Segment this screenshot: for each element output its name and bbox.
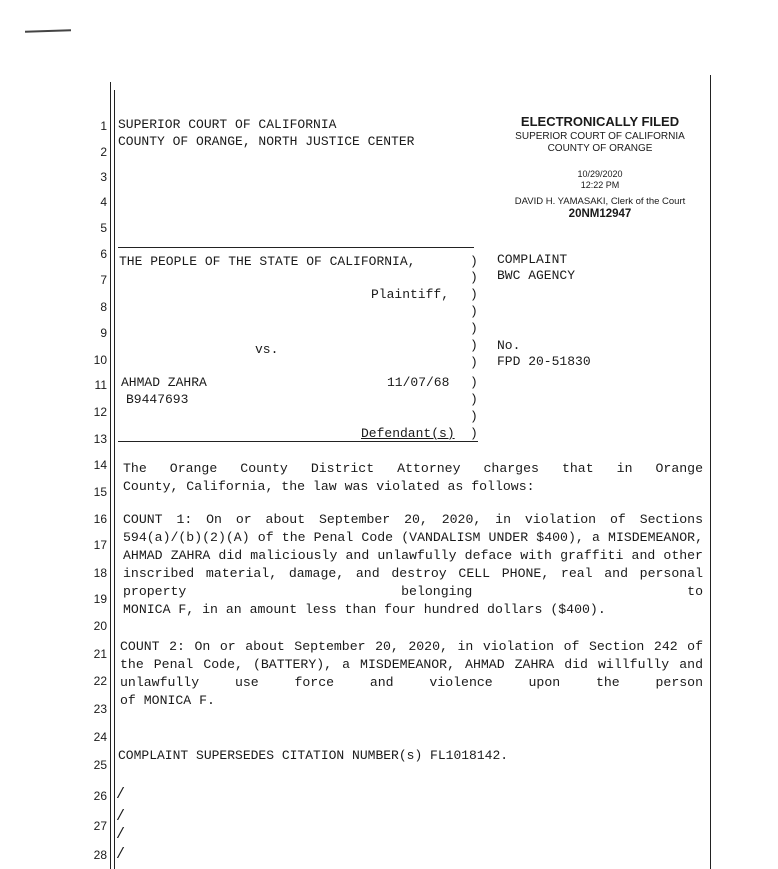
intro-line: The Orange County District Attorney charges that in Orange bbox=[123, 461, 703, 476]
intro-paragraph bbox=[123, 460, 703, 496]
paren: ) bbox=[470, 409, 478, 424]
line-number: 20 bbox=[93, 619, 107, 633]
line-number: 25 bbox=[93, 758, 107, 772]
case-no-value: FPD 20-51830 bbox=[497, 354, 591, 369]
supersedes-statement: COMPLAINT SUPERSEDES CITATION NUMBER(s) FL1018142. bbox=[118, 748, 509, 763]
line-number: 28 bbox=[93, 848, 107, 862]
paren: ) bbox=[470, 254, 478, 269]
stamp-court: SUPERIOR COURT OF CALIFORNIA bbox=[515, 131, 685, 142]
count-2-line: of MONICA F. bbox=[120, 693, 215, 708]
paren: ) bbox=[470, 304, 478, 319]
line-number: 9 bbox=[100, 326, 107, 340]
stamp-county: COUNTY OF ORANGE bbox=[547, 143, 653, 154]
count-2-line: willfully and unlawfully use force and violence upon the person bbox=[120, 657, 703, 690]
paren: ) bbox=[470, 375, 478, 390]
line-number: 24 bbox=[93, 730, 107, 744]
caption-top-rule bbox=[118, 247, 474, 248]
line-number: 26 bbox=[93, 789, 107, 803]
line-number: 19 bbox=[93, 592, 107, 606]
count-1-line: Sections 594(a)/(b)(2)(A) of the Penal Code (VANDALISM UNDER bbox=[123, 512, 703, 545]
defendant-dob: 11/07/68 bbox=[387, 375, 450, 390]
agency-label: BWC AGENCY bbox=[497, 268, 576, 283]
line-number: 6 bbox=[100, 247, 107, 261]
count-1-line: COUNT 1: On or about September 20, 2020, in violation of bbox=[123, 512, 626, 527]
count-1-paragraph bbox=[123, 511, 703, 619]
line-number: 3 bbox=[100, 170, 107, 184]
stamp-date: 10/29/2020 bbox=[577, 169, 623, 179]
scan-mark bbox=[25, 29, 71, 33]
complaint-label: COMPLAINT bbox=[497, 252, 568, 267]
stamp-title: ELECTRONICALLY FILED bbox=[520, 114, 680, 129]
caption-people: THE PEOPLE OF THE STATE OF CALIFORNIA, bbox=[119, 254, 416, 269]
line-number: 11 bbox=[94, 378, 107, 392]
line-number: 13 bbox=[93, 432, 107, 446]
line-number: 1 bbox=[100, 119, 107, 133]
line-number: 4 bbox=[100, 195, 107, 209]
case-number: 20NM12947 bbox=[568, 208, 632, 220]
left-margin-line-inner bbox=[114, 90, 115, 869]
count-1-line: deface with graffiti and other inscribed material, damage, and bbox=[123, 548, 703, 581]
caption-plaintiff: Plaintiff, bbox=[371, 287, 450, 302]
defendant-label: Defendant(s) bbox=[361, 426, 455, 441]
count-2-line: 242 of the Penal Code, (BATTERY), a MISDEMEANOR, AHMAD ZAHRA did bbox=[120, 639, 704, 672]
slash-mark: / bbox=[116, 786, 126, 803]
stamp-clerk: DAVID H. YAMASAKI, Clerk of the Court bbox=[514, 196, 686, 207]
caption-vs: vs. bbox=[255, 342, 279, 357]
line-number: 5 bbox=[100, 221, 107, 235]
stamp-time: 12:22 PM bbox=[580, 180, 620, 190]
paren: ) bbox=[470, 426, 478, 441]
paren: ) bbox=[470, 287, 478, 302]
count-2-paragraph bbox=[120, 638, 703, 710]
defendant-name: AHMAD ZAHRA bbox=[121, 375, 207, 390]
line-number: 27 bbox=[93, 819, 107, 833]
court-name: SUPERIOR COURT OF CALIFORNIA bbox=[118, 117, 337, 132]
case-no-label: No. bbox=[497, 338, 521, 353]
line-number: 15 bbox=[93, 485, 107, 499]
slash-mark: / bbox=[116, 826, 126, 843]
left-margin-line-outer bbox=[110, 82, 111, 869]
line-number: 23 bbox=[93, 702, 107, 716]
slash-mark: / bbox=[116, 808, 126, 825]
count-1-line: MONICA F, in an amount less than four hundred dollars ($400). bbox=[123, 602, 606, 617]
line-number: 16 bbox=[93, 512, 107, 526]
line-number: 22 bbox=[93, 674, 107, 688]
line-number: 7 bbox=[100, 273, 107, 287]
defendant-id: B9447693 bbox=[126, 392, 189, 407]
paren: ) bbox=[470, 355, 478, 370]
line-number: 21 bbox=[93, 647, 107, 661]
count-2-line: COUNT 2: On or about September 20, 2020, in violation of Section bbox=[120, 639, 645, 654]
slash-mark: / bbox=[116, 846, 126, 863]
intro-line: County, California, the law was violated as follows: bbox=[123, 479, 535, 494]
court-location: COUNTY OF ORANGE, NORTH JUSTICE CENTER bbox=[118, 134, 415, 149]
line-number: 10 bbox=[93, 353, 107, 367]
paren: ) bbox=[470, 338, 478, 353]
line-number: 17 bbox=[93, 538, 107, 552]
count-1-line: destroy CELL PHONE, real and personal property belonging to bbox=[123, 566, 703, 599]
paren: ) bbox=[470, 321, 478, 336]
line-number: 12 bbox=[93, 405, 107, 419]
line-number: 14 bbox=[93, 458, 107, 472]
paren: ) bbox=[470, 392, 478, 407]
count-1-line: $400), a MISDEMEANOR, AHMAD ZAHRA did maliciously and unlawfully bbox=[123, 530, 703, 563]
line-number: 8 bbox=[100, 300, 107, 314]
line-number: 18 bbox=[93, 566, 107, 580]
line-number: 2 bbox=[100, 145, 107, 159]
caption-bottom-rule bbox=[118, 441, 478, 442]
paren: ) bbox=[470, 270, 478, 285]
right-margin-line bbox=[710, 75, 711, 869]
